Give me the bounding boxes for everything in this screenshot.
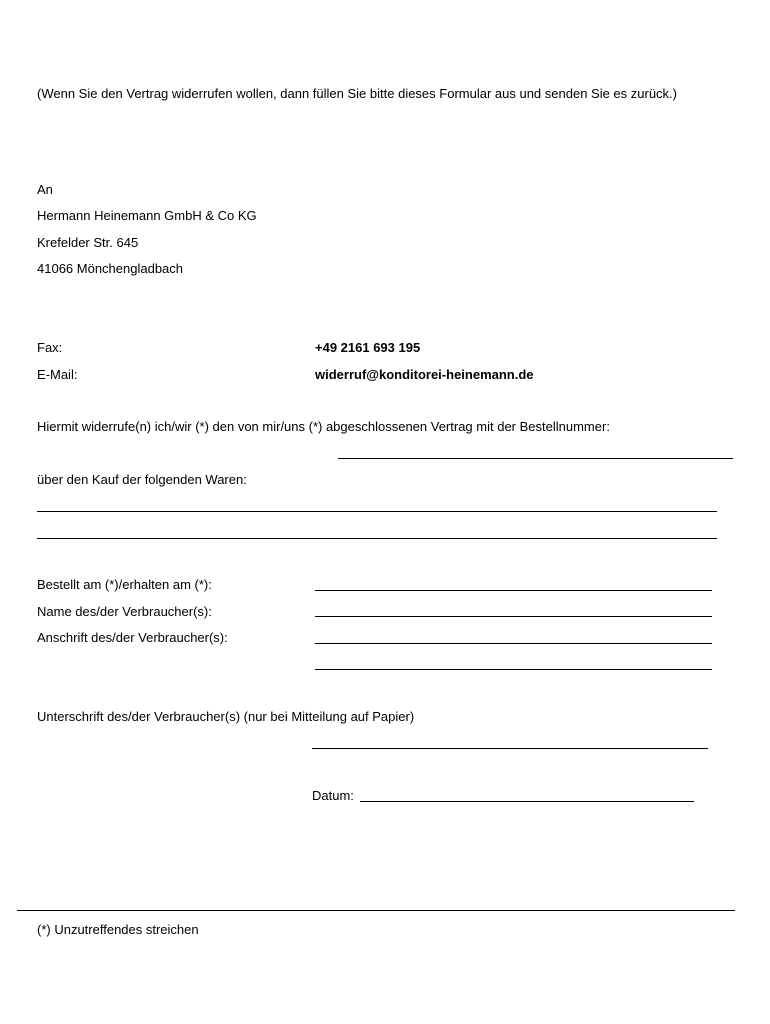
footnote-text: (*) Unzutreffendes streichen [37, 922, 199, 937]
ordered-received-label: Bestellt am (*)/erhalten am (*): [37, 577, 212, 592]
recipient-to-label: An [37, 182, 53, 197]
date-label: Datum: [312, 788, 354, 803]
consumer-address-field-line-1[interactable] [315, 643, 712, 644]
consumer-name-label: Name des/der Verbraucher(s): [37, 604, 212, 619]
instruction-text: (Wenn Sie den Vertrag widerrufen wollen, dann füllen Sie bitte dieses Formular aus und senden Sie es zurück.) [37, 86, 678, 101]
consumer-address-field-line-2[interactable] [315, 669, 712, 670]
recipient-company: Hermann Heinemann GmbH & Co KG [37, 208, 257, 223]
order-number-field[interactable] [338, 458, 733, 459]
email-label: E-Mail: [37, 367, 78, 382]
signature-field[interactable] [312, 748, 708, 749]
consumer-name-field[interactable] [315, 616, 712, 617]
goods-label: über den Kauf der folgenden Waren: [37, 472, 247, 487]
fax-label: Fax: [37, 340, 63, 355]
email-value: widerruf@konditorei-heinemann.de [315, 367, 534, 382]
declaration-text: Hiermit widerrufe(n) ich/wir (*) den von mir/uns (*) abgeschlossenen Vertrag mit der Bestellnummer: [37, 419, 610, 434]
recipient-street: Krefelder Str. 645 [37, 235, 139, 250]
goods-field-line-1[interactable] [37, 511, 717, 512]
recipient-city: 41066 Mönchengladbach [37, 261, 184, 276]
date-field[interactable] [360, 801, 694, 802]
consumer-address-label: Anschrift des/der Verbraucher(s): [37, 630, 228, 645]
footnote-divider [17, 910, 735, 911]
goods-field-line-2[interactable] [37, 538, 717, 539]
ordered-received-field[interactable] [315, 590, 712, 591]
signature-label: Unterschrift des/der Verbraucher(s) (nur bei Mitteilung auf Papier) [37, 709, 415, 724]
fax-value: +49 2161 693 195 [315, 340, 421, 355]
